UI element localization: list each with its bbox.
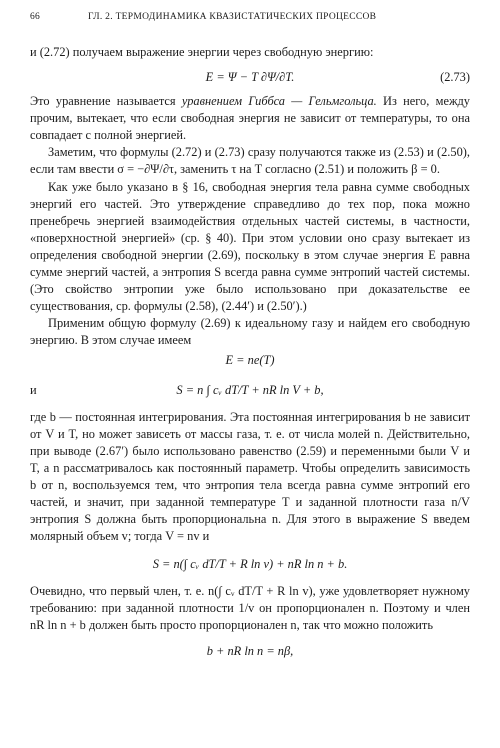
paragraph-gibbs-helmholtz (30, 93, 470, 144)
paragraph-note: Заметим, что формулы (2.72) и (2.73) сразу получаются также из (2.53) и (2.50), если там ввести σ = −∂Ψ/∂τ, заменить τ на T согласно (2.51) и положить β = 0. (30, 145, 470, 177)
equation-2-73 (30, 61, 470, 93)
gibbs-emphasis: уравнением Гиббса — Гельмгольца. (181, 94, 377, 109)
gibbs-text-start: Это уравнение называется (30, 94, 182, 109)
equation-2-73-formula: E = Ψ − T ∂Ψ/∂T. (205, 70, 295, 85)
equation-entropy (30, 371, 470, 409)
equation-2-73-number: (2.73) (440, 70, 470, 85)
equation-entropy-formula: S = n ∫ cᵥ dT/T + nR ln V + b, (176, 382, 324, 397)
page-number: 66 (30, 12, 41, 22)
page-body (30, 44, 470, 667)
paragraph-first-term: Очевидно, что первый член, т. е. n(∫ cᵥ dT/T + R ln v), уже удовлетворяет нужному требованию: при заданной плотности 1/v он пропорционален n. Поэтому и член nR ln n + b должен быть просто пропорционален n, так что можно положить (30, 584, 470, 633)
chapter-title: ГЛ. 2. ТЕРМОДИНАМИКА КВАЗИСТАТИЧЕСКИХ ПРОЦЕССОВ (88, 12, 377, 22)
conjunction-and: и (30, 382, 37, 397)
equation-b-formula: b + nR ln n = nβ, (206, 643, 294, 658)
gibbs-text-end: Из него, между прочим, вытекает, что если свободная энергия не зависит от температуры, то она совпадает с полной энергией. (30, 94, 470, 143)
equation-energy-formula: E = ne(T) (225, 352, 275, 367)
paragraph-intro: и (2.72) получаем выражение энергии через свободную энергию: (30, 45, 374, 59)
equation-entropy-molar-formula: S = n(∫ cᵥ dT/T + R ln v) + nR ln n + b. (152, 557, 348, 572)
paragraph-ideal-gas: Применим общую формулу (2.69) к идеальному газу и найдем его свободную энергию. В этом случае имеем (30, 316, 470, 348)
paragraph-integration-constant: где b — постоянная интегрирования. Эта постоянная интегрирования b не зависит от V и T, но может зависеть от массы газа, т. е. от числа молей n. Действительно, при выводе (2.67′) было использовано равенство (2.59) и переменными были V и T, а n рассматривалось как постоянный параметр. Чтобы определить зависимость b от n, воспользуемся тем, что энтропия тела всегда равна сумме энтропий его частей, и значит, при заданной температуре T и заданной плотности газа n/V энтропия S должна быть пропорциональна n. Для этого в выражение S введем молярный объем v; тогда V = nv и (30, 409, 470, 544)
equation-energy (30, 350, 470, 371)
paragraph-additivity: Как уже было указано в § 16, свободная энергия тела равна сумме свободных энергий его частей. Это утверждение справедливо до тех пор, пока можно пренебречь энергией взаимодействия отдельных частей системы, в частности, «поверхностной энергией» (ср. § 40). При этом условии оно сразу вытекает из определения свободной энергии (2.69), поскольку в этом случае энергия E равна сумме энергий частей, а энтропия S всегда равна сумме энтропий частей системы. (Это свойство энтропии уже было использовано при доказательстве ее существования, ср. формулы (2.58), (2.44′) и (2.50′).) (30, 179, 470, 314)
equation-entropy-molar (30, 545, 470, 583)
equation-b (30, 635, 470, 667)
